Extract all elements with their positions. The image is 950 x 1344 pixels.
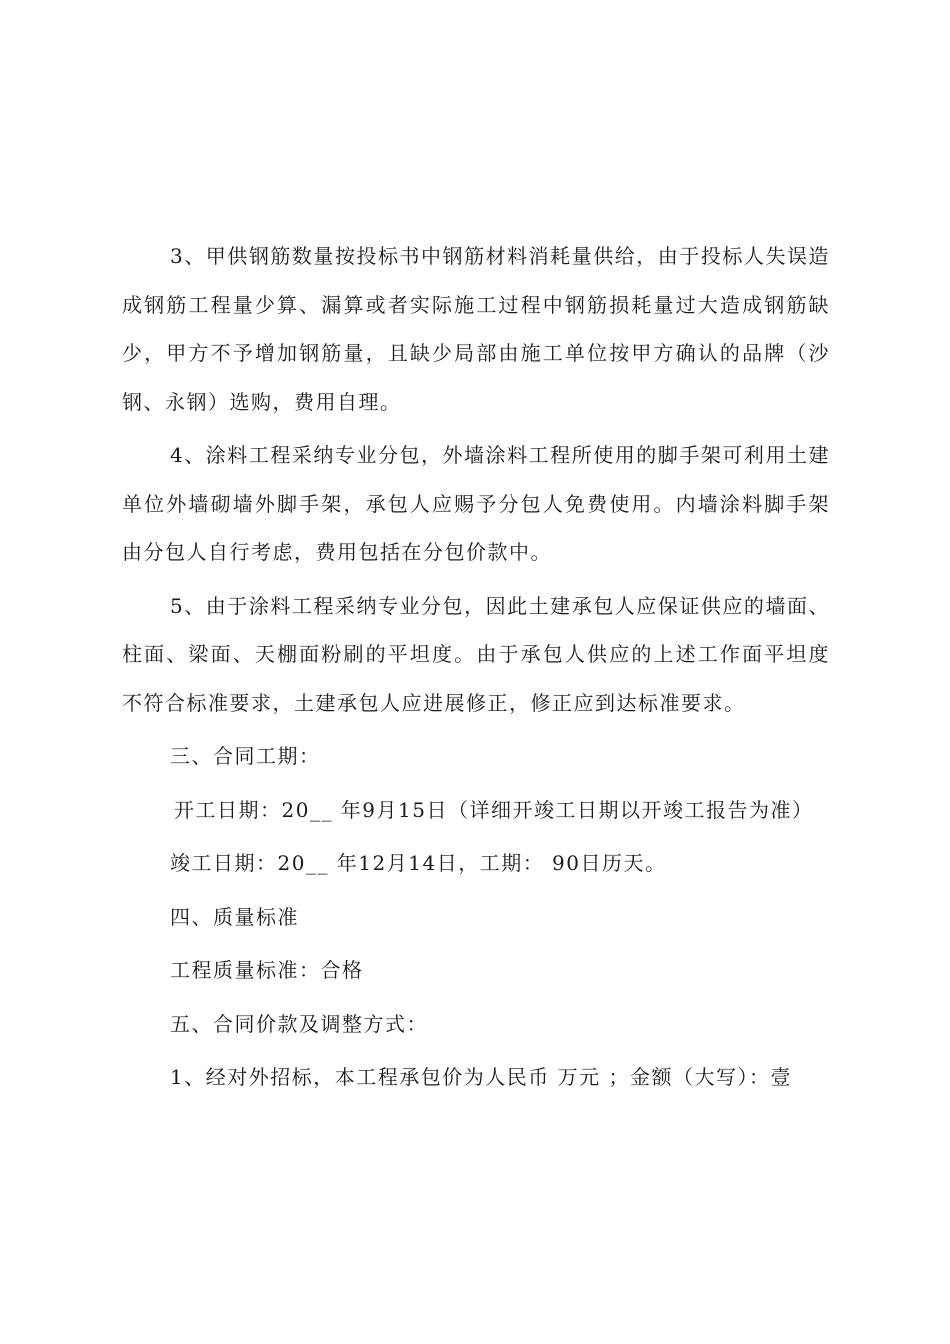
heading-contract-period: 三、合同工期： [170,744,321,768]
heading-contract-price: 五、合同价款及调整方式： [170,1011,428,1036]
paragraph-steel-supply: 3、甲供钢筋数量按投标书中钢筋材料消耗量供给，由于投标人失误造成钢筋工程量少算、漏算或者实际施工过程中钢筋损耗量过大造成钢筋缺少，甲方不予增加钢筋量，且缺少局部由施工单位按甲方确认的品牌（沙钢、永钢）选购，费用自理。 [122,244,830,414]
paragraph-quality-standard: 工程质量标准：合格 [170,958,364,982]
document-body [122,232,830,1102]
paragraph-completion-date: 竣工日期：20__ 年12月14日，工期： 90日历天。 [170,851,667,875]
paragraph-coating-subcontract: 4、涂料工程采纳专业分包，外墙涂料工程所使用的脚手架可利用土建单位外墙砌墙外脚手架，承包人应赐予分包人免费使用。内墙涂料脚手架由分包人自行考虑，费用包括在分包价款中。 [122,443,830,564]
paragraph-contract-amount: 1、经对外招标，本工程承包价为人民币 万元 ；金额（大写）：壹 [170,1065,792,1089]
paragraph-surface-flatness: 5、由于涂料工程采纳专业分包，因此土建承包人应保证供应的墙面、柱面、梁面、天棚面粉刷的平坦度。由于承包人供应的上述工作面平坦度不符合标准要求，土建承包人应进展修正，修正应到达标准要求。 [122,593,830,715]
paragraph-start-date: 开工日期：20__ 年9月15日（详细开竣工日期以开竣工报告为准） [174,797,814,822]
heading-quality-standard: 四、质量标准 [170,904,299,929]
